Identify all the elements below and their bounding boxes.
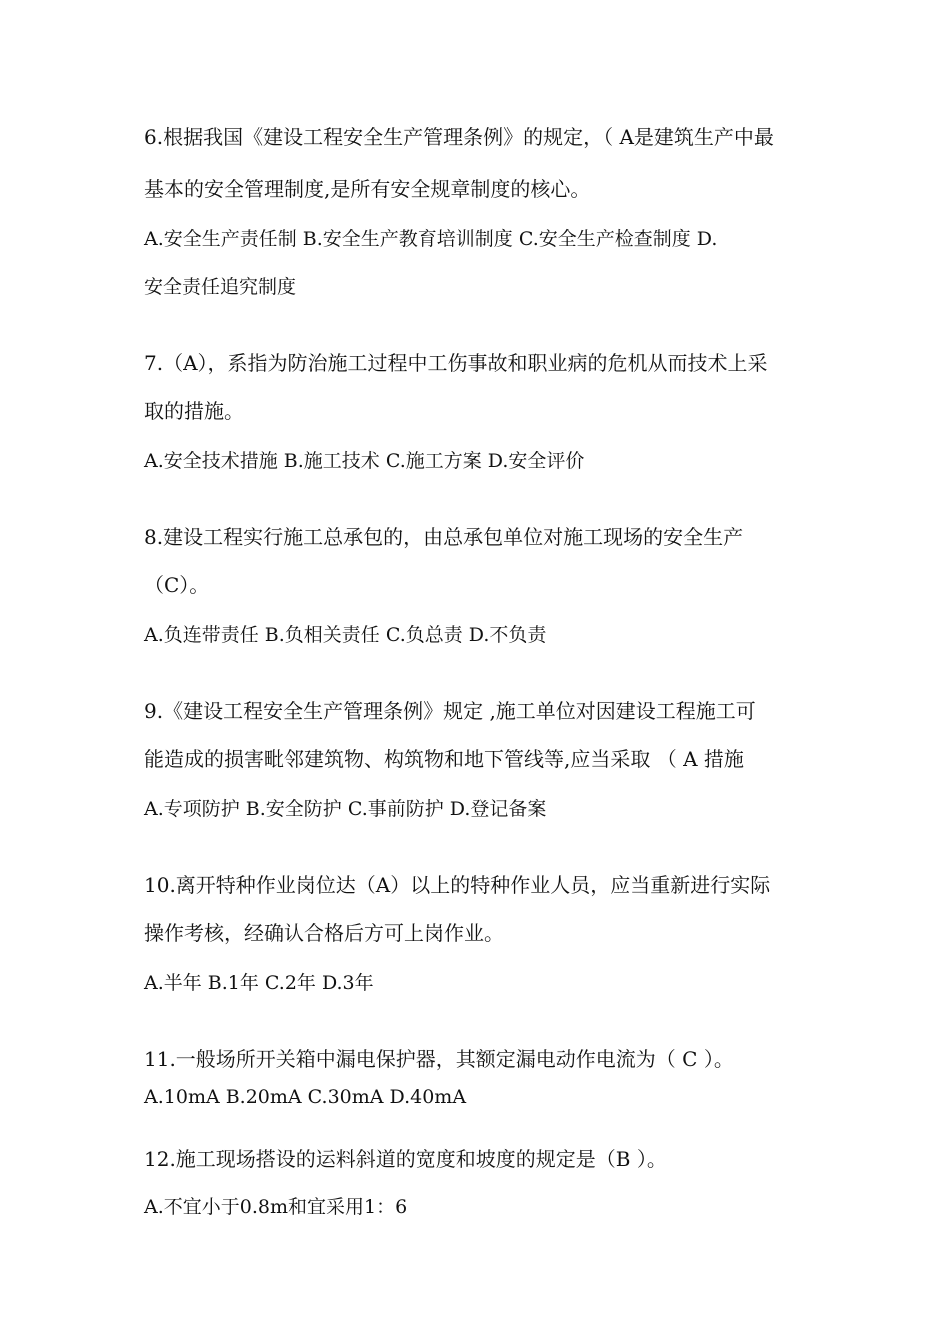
question-7-options-line-1: A.安全技术措施 B.施工技术 C.施工方案 D.安全评价 [144,450,585,472]
question-11-options-line-1: A.10mA B.20mA C.30mA D.40mA [144,1086,467,1108]
question-11-stem-line-1: 11.一般场所开关箱中漏电保护器，其额定漏电动作电流为（ C ）。 [144,1047,734,1071]
question-10-options-line-1: A.半年 B.1年 C.2年 D.3年 [144,972,374,994]
question-6-options-line-2: 安全责任追究制度 [144,276,297,298]
question-7-stem-line-2: 取的措施。 [144,399,244,423]
question-9-stem-line-2: 能造成的损害毗邻建筑物、构筑物和地下管线等,应当采取 （ A 措施 [144,747,744,771]
question-6-stem-line-2: 基本的安全管理制度,是所有安全规章制度的核心。 [144,177,591,201]
question-10-stem-line-1: 10.离开特种作业岗位达（A）以上的特种作业人员，应当重新进行实际 [144,873,771,897]
question-12-stem-line-1: 12.施工现场搭设的运料斜道的宽度和坡度的规定是（B ）。 [144,1147,667,1171]
question-8-options-line-1: A.负连带责任 B.负相关责任 C.负总责 D.不负责 [144,624,547,646]
question-10-stem-line-2: 操作考核，经确认合格后方可上岗作业。 [144,921,504,945]
question-8-stem-line-2: （C）。 [144,573,210,597]
question-6-options-line-1: A.安全生产责任制 B.安全生产教育培训制度 C.安全生产检查制度 D. [144,228,718,250]
question-9-stem-line-1: 9.《建设工程安全生产管理条例》规定 ,施工单位对因建设工程施工可 [144,699,756,723]
question-8-stem-line-1: 8.建设工程实行施工总承包的，由总承包单位对施工现场的安全生产 [144,525,744,549]
question-12-options-line-1: A.不宜小于0.8m和宜采用1：6 [144,1196,408,1218]
question-7-stem-line-1: 7.（A），系指为防治施工过程中工伤事故和职业病的危机从而技术上采 [144,351,768,375]
question-9-options-line-1: A.专项防护 B.安全防护 C.事前防护 D.登记备案 [144,798,547,820]
question-6-stem-line-1: 6.根据我国《建设工程安全生产管理条例》的规定，（ A是建筑生产中最 [144,125,774,149]
